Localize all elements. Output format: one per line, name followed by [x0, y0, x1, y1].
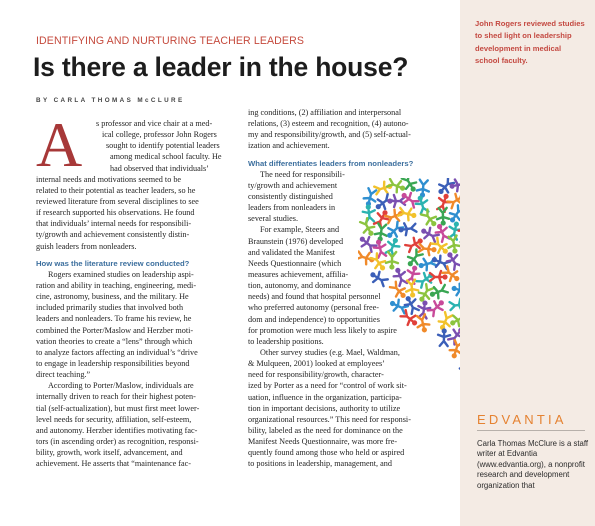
figure-icon [448, 178, 460, 193]
body-line: if research supported his observations. He found [36, 208, 195, 218]
figure-icon [398, 222, 417, 236]
body-line: for promotion were much less likely to aspire [248, 325, 397, 335]
body-line: to positions in leadership, management, and [248, 459, 392, 469]
body-line: leaders and nonleaders. To frame his review, he [36, 314, 192, 324]
body-line: Rogers examined studies on leadership aspi- [48, 269, 194, 279]
edvantia-logo: EDVANTIA [477, 412, 567, 427]
figure-icon [374, 223, 388, 242]
body-line: level needs for security, affiliation, self-esteem, [36, 414, 192, 424]
author-bio: Carla Thomas McClure is a staff writer at Edvantia (www.edvantia.org), a nonprofit research and development organization that [477, 439, 589, 490]
body-line: need for responsibility/growth, character- [248, 370, 384, 380]
sidebar-pull-quote: John Rogers reviewed studies to shed light on leadership development in medical school faculty. [475, 19, 585, 66]
body-line: ized by Porter as a need for “control of work sit- [248, 381, 407, 391]
body-line: reviewed literature from several disciplines to see [36, 196, 199, 206]
figure-icon [450, 282, 460, 298]
figure-icon [358, 233, 378, 253]
body-line: among medical school faculty. He [110, 152, 222, 162]
body-line: Braunstein (1976) developed [248, 236, 344, 246]
subheading: How was the literature review conducted? [36, 258, 190, 268]
article-title: Is there a leader in the house? [33, 52, 409, 82]
body-line: leaders from nonleaders in [248, 203, 336, 213]
body-line: combined the Porter/Maslow and Herzber moti- [36, 325, 194, 335]
body-line: s professor and vice chair at a med- [96, 119, 213, 128]
body-line: several studies. [248, 214, 299, 224]
figure-icon [416, 180, 429, 199]
body-line: to engage in leadership responsibilities beyond [36, 358, 190, 368]
body-line: relations, (3) esteem and recognition, (4) autono- [248, 119, 409, 129]
body-line: to leadership positions. [248, 336, 324, 346]
figure-icon [438, 328, 451, 346]
body-line: internally driven to reach for their highest poten- [36, 392, 196, 402]
figure-icon [372, 238, 388, 258]
body-line: had observed that individuals’ [110, 163, 209, 173]
figure-icon [368, 268, 389, 288]
body-line: who preferred autonomy (personal free- [248, 303, 379, 313]
body-line: ration and ability in teaching, engineering, medi- [36, 280, 197, 290]
body-line: ty/growth and achievement consistently distin- [36, 230, 190, 240]
section-kicker: IDENTIFYING AND NURTURING TEACHER LEADERS [36, 35, 305, 47]
body-line: needs) and found that hospital personnel [248, 292, 381, 302]
body-line: to analyze factors affecting an individual’s “drive [36, 347, 198, 357]
body-line: For example, Steers and [260, 225, 340, 235]
drop-cap: A [36, 109, 83, 180]
body-line: tion, autonomy, and dominance [248, 281, 351, 291]
figure-icon [398, 206, 418, 222]
figure-icon [449, 298, 460, 312]
figure-icon [391, 266, 409, 287]
body-line: quently found among those who held or aspired [248, 448, 405, 458]
body-line: direct teaching.” [36, 370, 91, 380]
body-line: vation theories to create a “lens” through which [36, 336, 193, 346]
body-line: sought to identify potential leaders [106, 141, 220, 151]
body-line: tial (self-actualization), but must first meet lower- [36, 403, 200, 413]
figure-icon [428, 283, 449, 301]
body-line: ical college, professor John Rogers [102, 130, 217, 140]
body-line: that individuals’ internal needs for responsibili- [36, 219, 192, 229]
body-line: and autonomy. Herzber identifies motivating fac- [36, 425, 198, 435]
body-line: bility, growth, work itself, advancement, and [36, 448, 183, 458]
body-line: Needs Questionnaire (which [248, 258, 342, 268]
body-line: According to Porter/Maslow, individuals are [48, 381, 194, 391]
body-line: Other survey studies (e.g. Mael, Waldman, [260, 347, 400, 357]
body-line: The need for responsibili- [260, 169, 345, 179]
figure-icon [415, 314, 431, 334]
figure-icon [384, 236, 402, 257]
body-line: ty/growth and achievement [248, 180, 338, 190]
figure-icon [362, 188, 378, 208]
body-line: related to their potential as teacher leaders, so he [36, 185, 196, 195]
body-line: ization and achievement. [248, 141, 330, 151]
body-line: guish leaders from nonleaders. [36, 241, 137, 251]
body-line: my and responsibility/growth, and (5) self-actual- [248, 130, 411, 140]
byline: BY CARLA THOMAS McCLURE [36, 97, 185, 104]
body-line: included primarily studies that involved both [36, 303, 184, 313]
figure-icon [447, 235, 460, 254]
body-line: achievement. He asserts that “maintenance fac- [36, 459, 192, 469]
body-line: ing conditions, (2) affiliation and interpersonal [248, 108, 402, 117]
body-line: organizational resources.” This need for responsi- [248, 414, 411, 424]
subheading: What differentiates leaders from nonleaders? [248, 158, 414, 168]
column-1 [36, 109, 236, 469]
body-line: uation, influence in the organization, participa- [248, 392, 402, 402]
heart-of-people-illustration [358, 178, 460, 406]
body-line: tors (in ascending order) as recognition, responsi- [36, 436, 199, 446]
body-line: Manifest Needs Questionnaire, was more fre- [248, 437, 398, 447]
body-line: dom and independence) to opportunities [248, 314, 380, 324]
body-line: tion in important decisions, authority to utilize [248, 403, 401, 413]
body-line: bility, labeled as the need for dominance on the [248, 425, 403, 435]
body-line: and validated the Manifest [248, 247, 336, 257]
body-line: internal needs and motivations seemed to be [36, 174, 182, 184]
body-line: & Mulqueen, 2001) looked at employees’ [248, 359, 385, 369]
divider [477, 430, 585, 431]
body-line: consistently distinguished [248, 191, 333, 201]
figure-icon [362, 204, 376, 223]
body-line: cine, astronomy, business, and the military. He [36, 292, 189, 302]
body-line: measures achievement, affilia- [248, 269, 349, 279]
